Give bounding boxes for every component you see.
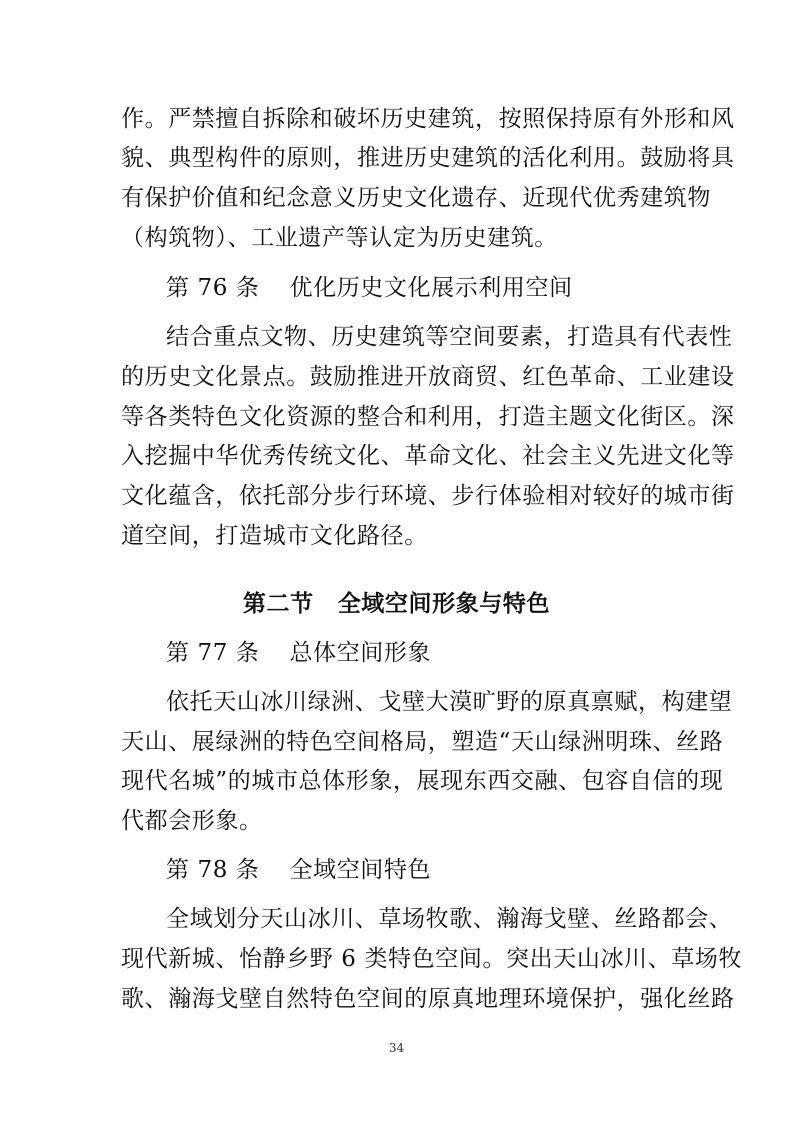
paragraph-line: 入挖掘中华优秀传统文化、革命文化、社会主义先进文化等 [121, 443, 735, 469]
paragraph-line: 歌、瀚海戈壁自然特色空间的原真地理环境保护，强化丝路 [121, 986, 735, 1012]
article-number: 第 76 条 [166, 275, 260, 301]
paragraph-line: 依托天山冰川绿洲、戈壁大漠旷野的原真禀赋，构建望 [166, 689, 733, 715]
paragraph-line: 全域划分天山冰川、草场牧歌、瀚海戈壁、丝路都会、 [166, 906, 733, 932]
paragraph-line: 文化蕴含，依托部分步行环境、步行体验相对较好的城市街 [121, 483, 735, 509]
paragraph-line: （构筑物）、工业遗产等认定为历史建筑。 [121, 225, 558, 251]
paragraph-line: 有保护价值和纪念意义历史文化遗存、近现代优秀建筑物 [121, 185, 711, 211]
paragraph-line: 貌、典型构件的原则，推进历史建筑的活化利用。鼓励将具 [121, 145, 735, 171]
page-number: 34 [388, 1041, 405, 1055]
article-title: 全域空间特色 [289, 857, 432, 883]
paragraph-line: 代都会形象。 [121, 808, 263, 834]
paragraph-line: 天山、展绿洲的特色空间格局，塑造“天山绿洲明珠、丝路 [121, 729, 724, 755]
article-heading-76 [166, 273, 573, 303]
article-title: 优化历史文化展示利用空间 [289, 275, 573, 301]
section-number: 第二节 [242, 591, 314, 617]
paragraph-line: 作。严禁擅自拆除和破坏历史建筑，按照保持原有外形和风 [121, 106, 735, 132]
paragraph-line: 的历史文化景点。鼓励推进开放商贸、红色革命、工业建设 [121, 364, 735, 390]
paragraph-line: 结合重点文物、历史建筑等空间要素，打造具有代表性 [166, 324, 733, 350]
article-title: 总体空间形象 [289, 640, 432, 666]
section-title: 全域空间形象与特色 [337, 591, 551, 617]
article-heading-78 [166, 855, 431, 885]
paragraph-line: 现代名城”的城市总体形象，展现东西交融、包容自信的现 [121, 768, 724, 794]
article-number: 第 78 条 [166, 857, 260, 883]
paragraph-line: 等各类特色文化资源的整合和利用，打造主题文化街区。深 [121, 404, 735, 430]
paragraph-line: 现代新城、怡静乡野 6 类特色空间。突出天山冰川、草场牧 [121, 946, 743, 972]
article-heading-77 [166, 638, 431, 668]
paragraph-line: 道空间，打造城市文化路径。 [121, 523, 428, 549]
section-heading [0, 589, 793, 619]
article-number: 第 77 条 [166, 640, 260, 666]
